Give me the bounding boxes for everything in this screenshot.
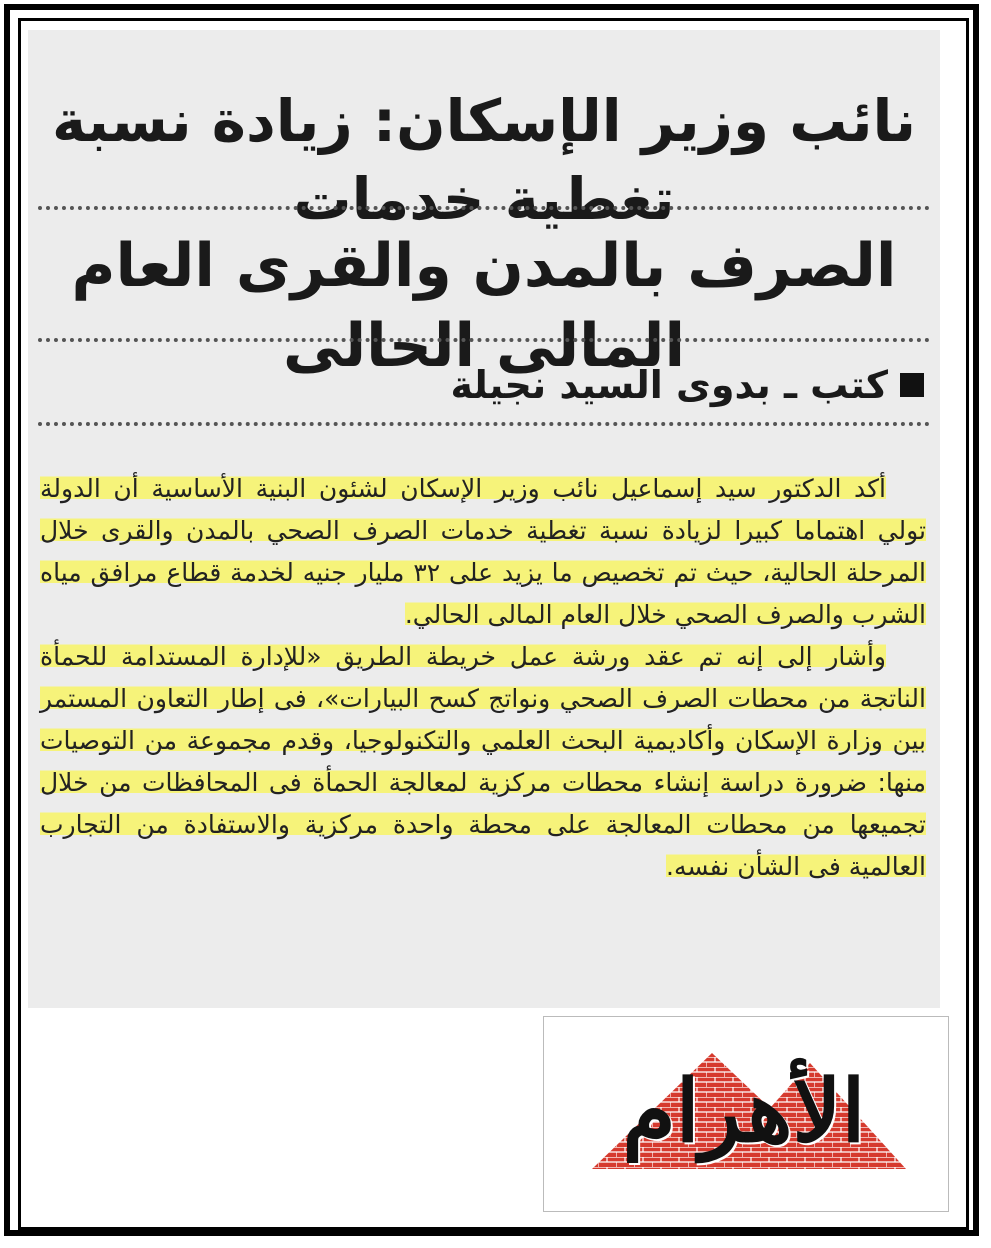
dotted-divider (38, 206, 930, 210)
newspaper-logo (543, 1016, 949, 1212)
highlighted-text: أكد الدكتور سيد إسماعيل نائب وزير الإسكان لشئون البنية الأساسية أن الدولة تولي اهتماما كبيرا لزيادة نسبة تغطية خدمات الصرف الصحي بالمدن والقرى خلال المرحلة الحالية، حيث تم تخصيص ما يزيد على ٣٢ مليار جنيه لخدمة قطاع مرافق مياه الشرب والصرف الصحي خلال العام المالى الحالي. (40, 474, 926, 629)
byline (38, 356, 924, 414)
article-body (40, 468, 926, 888)
headline-line-1: نائب وزير الإسكان: زيادة نسبة تغطية خدمات (51, 87, 917, 233)
newspaper-clipping (28, 30, 940, 1008)
logo-wordmark: الأهرام (622, 1061, 866, 1162)
dotted-divider (38, 338, 930, 342)
byline-text: كتب ـ بدوى السيد نجيلة (450, 363, 888, 407)
bullet-square-icon (900, 373, 924, 397)
dotted-divider (38, 422, 930, 426)
article-paragraph (40, 636, 926, 888)
article-paragraph (40, 468, 926, 636)
headline-line-2: الصرف بالمدن والقرى العام المالى الحالى (71, 231, 897, 381)
highlighted-text: وأشار إلى إنه تم عقد ورشة عمل خريطة الطريق «للإدارة المستدامة للحمأة الناتجة من محطات الصرف الصحي ونواتج كسح البيارات»، فى إطار التعاون المستمر بين وزارة الإسكان وأكاديمية البحث العلمي والتكنولوجيا، وقدم مجموعة من التوصيات منها: ضرورة دراسة إنشاء محطات مركزية لمعالجة الحمأة فى المحافظات من خلال تجميعها من محطات المعالجة على محطة واحدة مركزية والاستفادة من التجارب العالمية فى الشأن نفسه. (40, 642, 926, 881)
